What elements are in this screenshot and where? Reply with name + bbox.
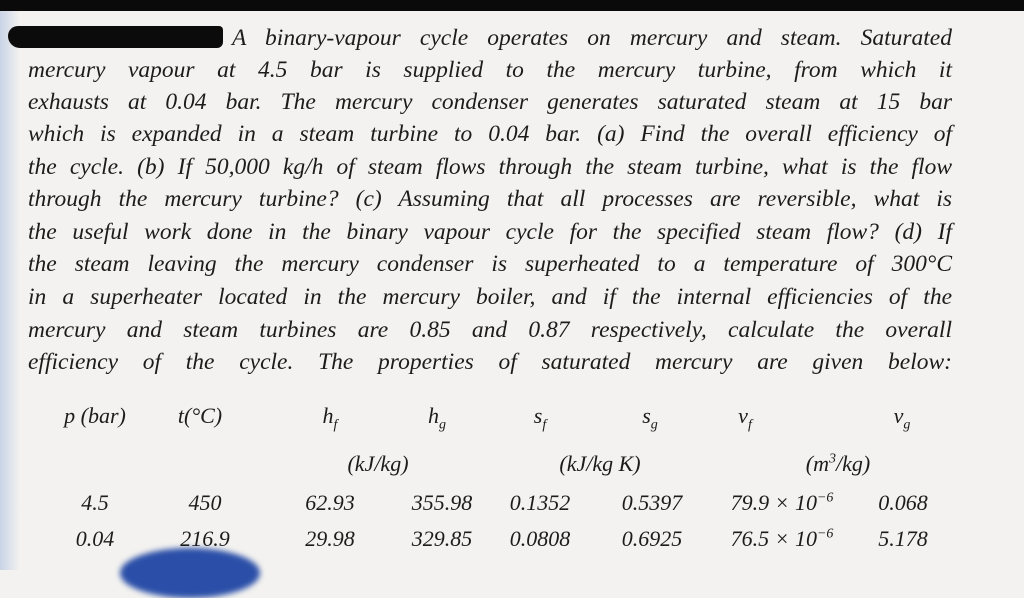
top-black-border xyxy=(0,0,1024,11)
row2-sf: 0.0808 xyxy=(509,526,571,551)
problem-line: in a superheater located in the mercury boiler, and if the internal efficiencies of the xyxy=(28,284,952,310)
problem-line: through the mercury turbine? (c) Assuming that all processes are reversible, what is xyxy=(28,186,952,212)
problem-line: A binary-vapour cycle operates on mercury and steam. Saturated xyxy=(232,25,952,51)
redaction-mark xyxy=(8,26,223,48)
problem-line: mercury and steam turbines are 0.85 and 0.87 respectively, calculate the overall xyxy=(28,317,952,343)
header-sf: $s_f$ xyxy=(533,403,547,433)
header-p: p (bar) xyxy=(64,403,126,428)
row2-sg: 0.6925 xyxy=(621,526,683,551)
header-vf: $v_f$ xyxy=(738,403,752,433)
row2-hg: 329.85 xyxy=(411,526,473,551)
header-sg: $s_g$ xyxy=(642,403,658,433)
row1-hg: 355.98 xyxy=(411,490,473,515)
row1-t: 450 xyxy=(188,490,222,515)
units-entropy: (kJ/kg K) xyxy=(559,451,641,476)
units-volume: $(m^3/kg)$ xyxy=(805,451,871,476)
problem-line: mercury vapour at 4.5 bar is supplied to the mercury turbine, from which it xyxy=(28,57,952,83)
problem-line: which is expanded in a steam turbine to 0.04 bar. (a) Find the overall efficiency of xyxy=(28,121,952,147)
header-vg: $v_g$ xyxy=(893,403,911,433)
row2-hf: 29.98 xyxy=(305,526,355,551)
problem-line: exhausts at 0.04 bar. The mercury condenser generates saturated steam at 15 bar xyxy=(28,89,952,115)
row2-vf: $76.5 \times 10^{-6}$ xyxy=(730,526,834,551)
row1-p: 4.5 xyxy=(81,490,109,515)
units-enthalpy: (kJ/kg) xyxy=(347,451,409,476)
row1-vg: 0.068 xyxy=(878,490,928,515)
row2-t: 216.9 xyxy=(180,526,230,551)
row1-sg: 0.5397 xyxy=(621,490,683,515)
problem-line: efficiency of the cycle. The properties of saturated mercury are given below: xyxy=(28,349,952,375)
row2-p: 0.04 xyxy=(75,526,115,551)
blue-blur-artifact xyxy=(120,548,260,598)
row1-hf: 62.93 xyxy=(305,490,355,515)
row1-vf: $79.9 \times 10^{-6}$ xyxy=(730,490,834,515)
problem-line: the useful work done in the binary vapour cycle for the specified steam flow? (d) If xyxy=(28,219,952,245)
header-hf: $h_f$ xyxy=(322,403,338,433)
row1-sf: 0.1352 xyxy=(509,490,571,515)
problem-line: the cycle. (b) If 50,000 kg/h of steam flows through the steam turbine, what is the flow xyxy=(28,154,952,180)
header-t: t(°C) xyxy=(177,403,223,428)
header-hg: $h_g$ xyxy=(428,403,446,433)
page-edge-shadow xyxy=(0,0,20,570)
problem-line: the steam leaving the mercury condenser is superheated to a temperature of 300°C xyxy=(28,251,952,277)
row2-vg: 5.178 xyxy=(878,526,928,551)
